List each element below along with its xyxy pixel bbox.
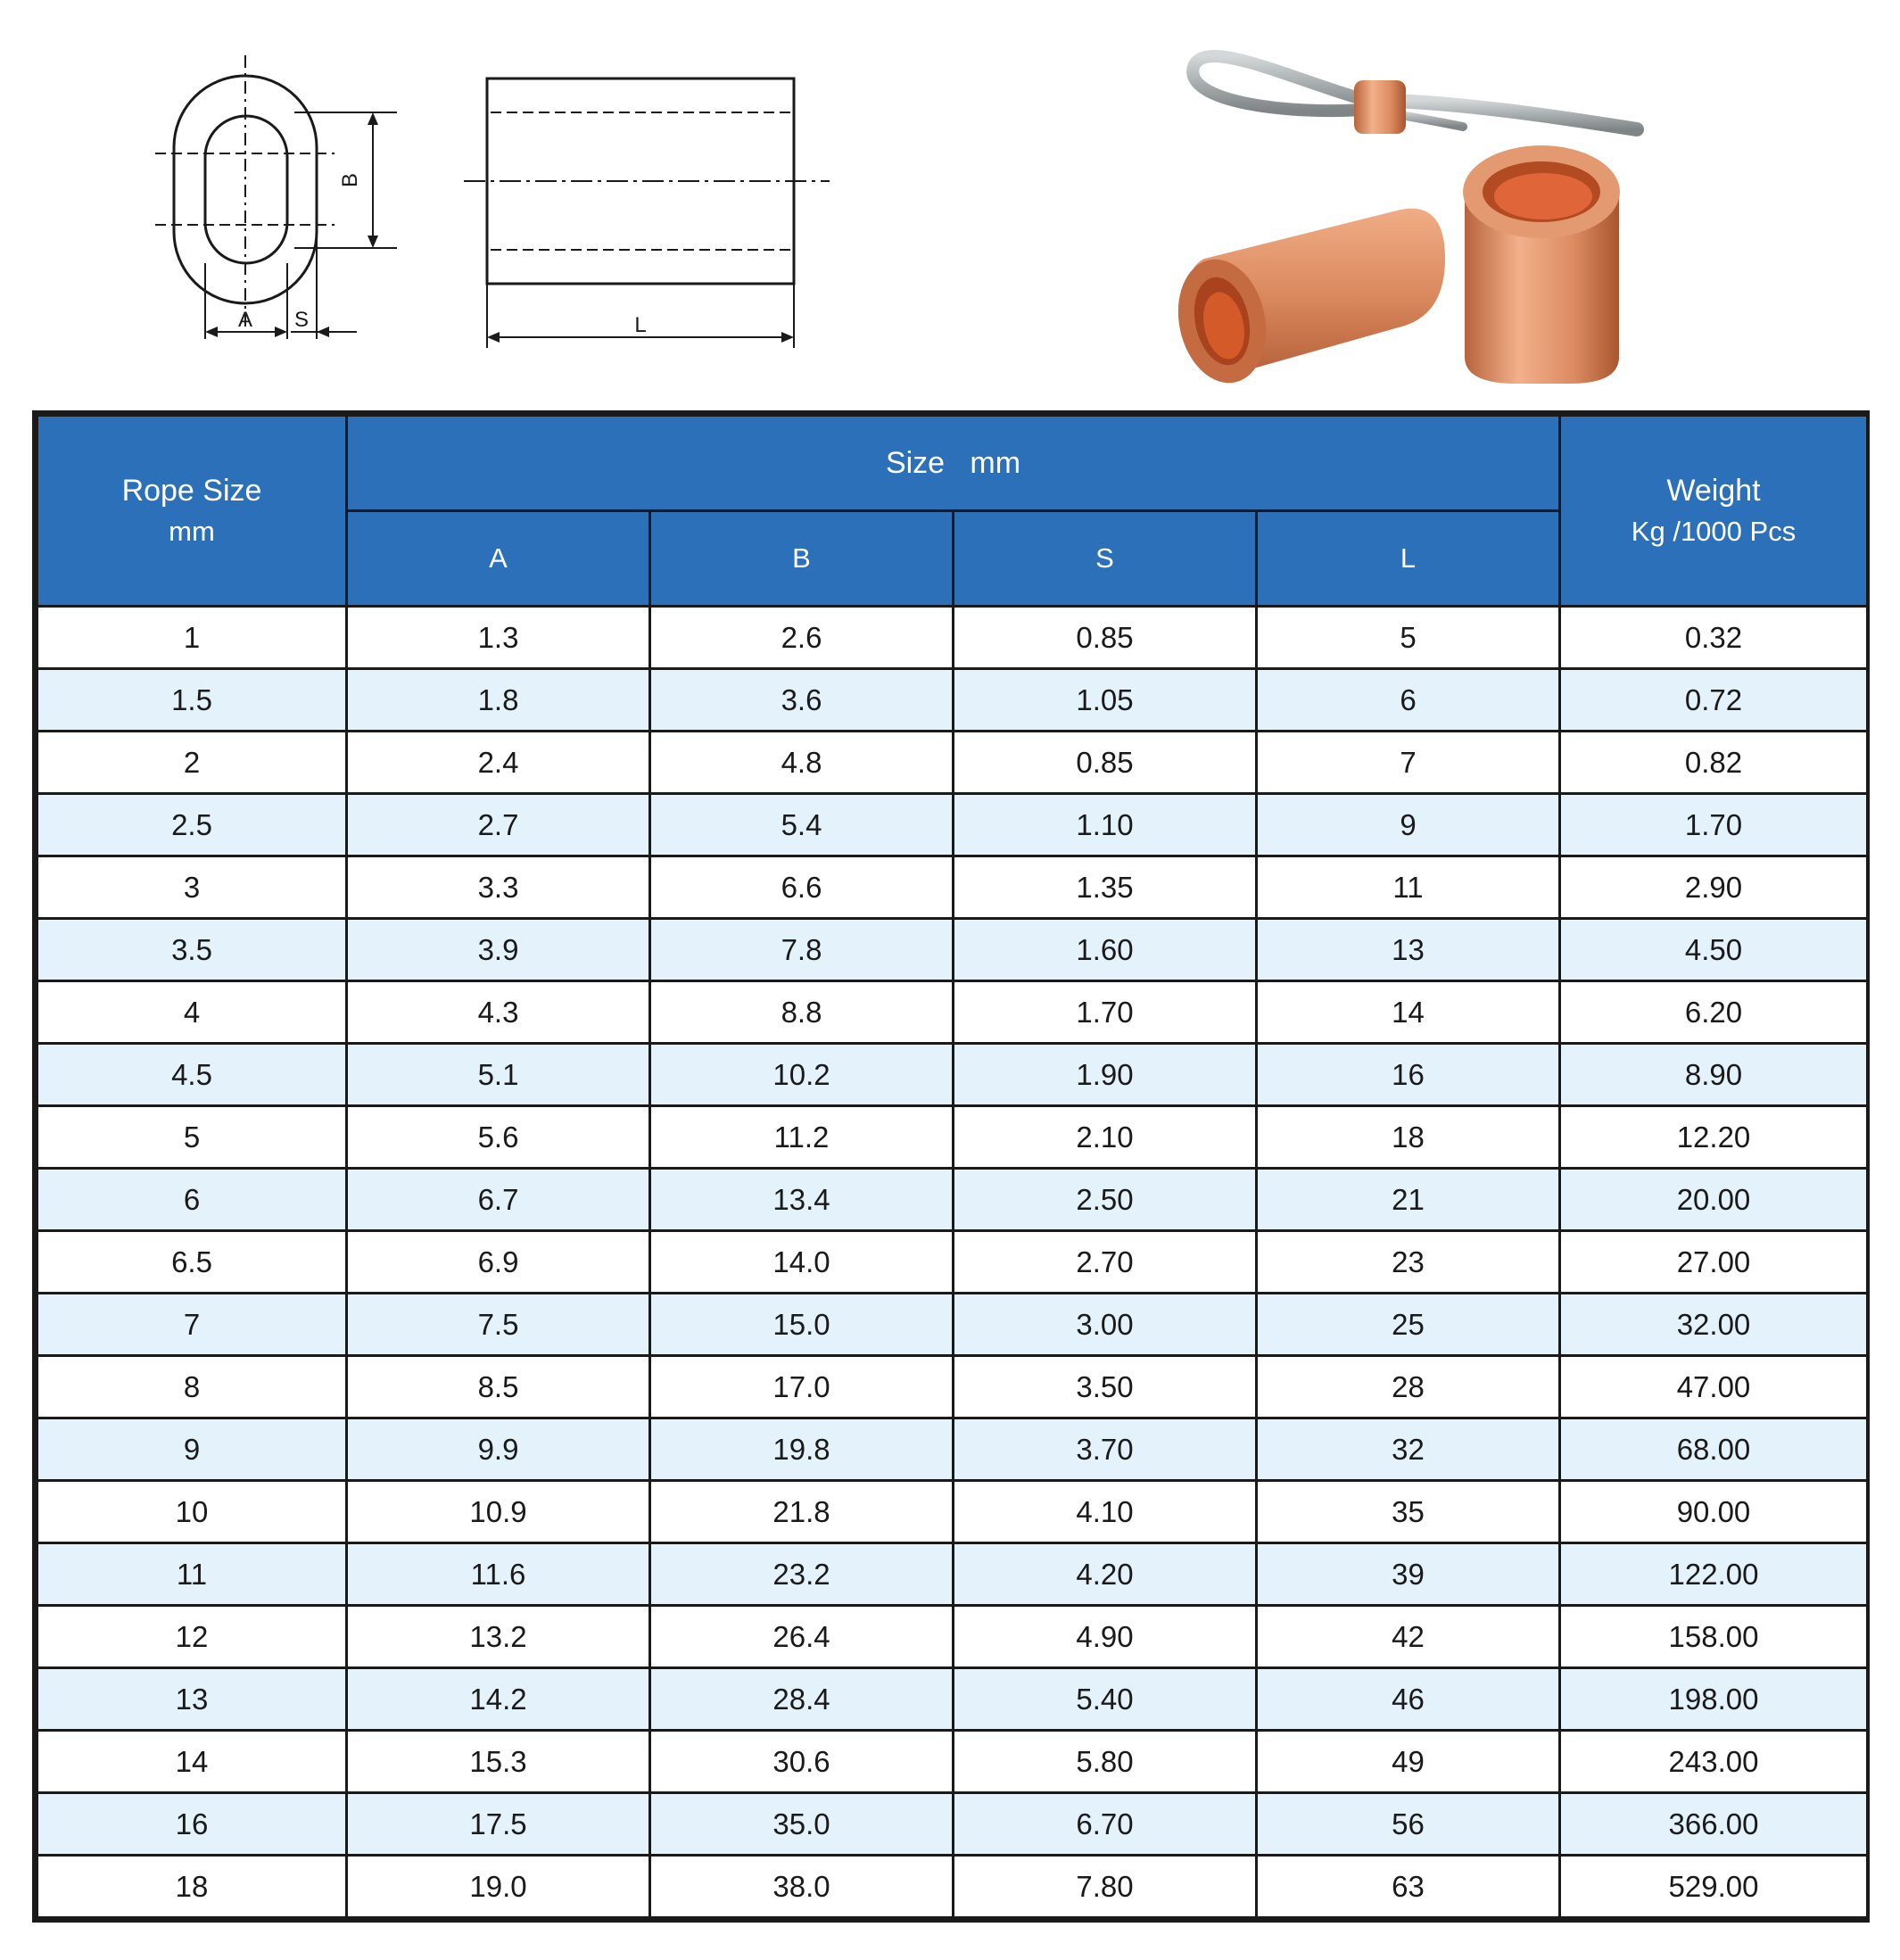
cell-s: 5.80 bbox=[954, 1731, 1257, 1793]
cell-rope-size: 9 bbox=[37, 1418, 347, 1481]
header-col-a: A bbox=[347, 511, 650, 607]
dimension-label-l: L bbox=[634, 313, 647, 337]
cell-weight: 20.00 bbox=[1560, 1169, 1868, 1231]
cell-b: 21.8 bbox=[650, 1481, 954, 1543]
cell-s: 2.10 bbox=[954, 1106, 1257, 1169]
cell-s: 7.80 bbox=[954, 1856, 1257, 1918]
table-row bbox=[37, 919, 1868, 981]
cell-rope-size: 1 bbox=[37, 607, 347, 669]
cell-a: 9.9 bbox=[347, 1418, 650, 1481]
cell-b: 15.0 bbox=[650, 1294, 954, 1356]
cell-rope-size: 7 bbox=[37, 1294, 347, 1356]
cell-b: 14.0 bbox=[650, 1231, 954, 1294]
cell-rope-size: 3.5 bbox=[37, 919, 347, 981]
cell-b: 6.6 bbox=[650, 856, 954, 919]
header-weight bbox=[1560, 416, 1868, 607]
cell-l: 23 bbox=[1257, 1231, 1560, 1294]
cell-weight: 12.20 bbox=[1560, 1106, 1868, 1169]
header-weight-label: Weight bbox=[1666, 474, 1761, 508]
header-rope-size-label: Rope Size bbox=[121, 474, 262, 508]
cell-b: 19.8 bbox=[650, 1418, 954, 1481]
cell-s: 3.70 bbox=[954, 1418, 1257, 1481]
cell-weight: 366.00 bbox=[1560, 1793, 1868, 1856]
cell-l: 11 bbox=[1257, 856, 1560, 919]
cell-l: 46 bbox=[1257, 1668, 1560, 1731]
table-row bbox=[37, 1606, 1868, 1668]
table-row bbox=[37, 1169, 1868, 1231]
copper-ferrule-product-image bbox=[1151, 18, 1668, 393]
cell-a: 13.2 bbox=[347, 1606, 650, 1668]
dimension-label-s: S bbox=[293, 308, 310, 332]
cell-s: 4.20 bbox=[954, 1543, 1257, 1606]
table-row bbox=[37, 1481, 1868, 1543]
table-row bbox=[37, 794, 1868, 856]
cell-a: 7.5 bbox=[347, 1294, 650, 1356]
cell-l: 18 bbox=[1257, 1106, 1560, 1169]
cell-b: 4.8 bbox=[650, 732, 954, 794]
cell-rope-size: 6 bbox=[37, 1169, 347, 1231]
cell-s: 4.90 bbox=[954, 1606, 1257, 1668]
cell-a: 2.4 bbox=[347, 732, 650, 794]
table-row bbox=[37, 856, 1868, 919]
cell-l: 35 bbox=[1257, 1481, 1560, 1543]
cell-l: 39 bbox=[1257, 1543, 1560, 1606]
table-row bbox=[37, 607, 1868, 669]
cell-s: 3.00 bbox=[954, 1294, 1257, 1356]
cell-a: 3.3 bbox=[347, 856, 650, 919]
cell-weight: 122.00 bbox=[1560, 1543, 1868, 1606]
cell-rope-size: 10 bbox=[37, 1481, 347, 1543]
specification-table bbox=[36, 414, 1869, 1919]
cell-rope-size: 2.5 bbox=[37, 794, 347, 856]
table-row bbox=[37, 1668, 1868, 1731]
cell-rope-size: 4.5 bbox=[37, 1044, 347, 1106]
cell-s: 0.85 bbox=[954, 732, 1257, 794]
cell-weight: 2.90 bbox=[1560, 856, 1868, 919]
cell-a: 1.8 bbox=[347, 669, 650, 732]
cell-b: 26.4 bbox=[650, 1606, 954, 1668]
cell-l: 63 bbox=[1257, 1856, 1560, 1918]
header-col-b: B bbox=[650, 511, 954, 607]
cell-a: 17.5 bbox=[347, 1793, 650, 1856]
cell-b: 5.4 bbox=[650, 794, 954, 856]
cell-b: 3.6 bbox=[650, 669, 954, 732]
cell-s: 1.10 bbox=[954, 794, 1257, 856]
table-row bbox=[37, 1418, 1868, 1481]
cell-weight: 27.00 bbox=[1560, 1231, 1868, 1294]
cell-a: 14.2 bbox=[347, 1668, 650, 1731]
cell-s: 1.05 bbox=[954, 669, 1257, 732]
cell-l: 6 bbox=[1257, 669, 1560, 732]
cell-weight: 68.00 bbox=[1560, 1418, 1868, 1481]
dimension-label-b: B bbox=[338, 172, 362, 188]
table-row bbox=[37, 1294, 1868, 1356]
cell-b: 11.2 bbox=[650, 1106, 954, 1169]
table-row bbox=[37, 1856, 1868, 1918]
cell-weight: 0.32 bbox=[1560, 607, 1868, 669]
dimension-label-a: A bbox=[237, 308, 253, 332]
cell-s: 2.70 bbox=[954, 1231, 1257, 1294]
cell-b: 17.0 bbox=[650, 1356, 954, 1418]
cell-b: 2.6 bbox=[650, 607, 954, 669]
cell-weight: 158.00 bbox=[1560, 1606, 1868, 1668]
cell-weight: 0.82 bbox=[1560, 732, 1868, 794]
cell-b: 28.4 bbox=[650, 1668, 954, 1731]
cell-s: 2.50 bbox=[954, 1169, 1257, 1231]
cell-weight: 529.00 bbox=[1560, 1856, 1868, 1918]
cell-s: 6.70 bbox=[954, 1793, 1257, 1856]
table-row bbox=[37, 1793, 1868, 1856]
specification-table-container bbox=[32, 410, 1870, 1923]
cell-l: 25 bbox=[1257, 1294, 1560, 1356]
table-row bbox=[37, 1543, 1868, 1606]
cell-b: 10.2 bbox=[650, 1044, 954, 1106]
header-rope-size-unit: mm bbox=[169, 516, 215, 547]
cell-weight: 6.20 bbox=[1560, 981, 1868, 1044]
cell-s: 1.70 bbox=[954, 981, 1257, 1044]
cell-a: 11.6 bbox=[347, 1543, 650, 1606]
cell-b: 23.2 bbox=[650, 1543, 954, 1606]
cell-s: 3.50 bbox=[954, 1356, 1257, 1418]
cell-l: 5 bbox=[1257, 607, 1560, 669]
cell-l: 49 bbox=[1257, 1731, 1560, 1793]
top-illustrations bbox=[0, 0, 1900, 410]
header-size: Size mm bbox=[347, 416, 1560, 511]
cell-a: 4.3 bbox=[347, 981, 650, 1044]
cell-s: 1.90 bbox=[954, 1044, 1257, 1106]
cell-a: 19.0 bbox=[347, 1856, 650, 1918]
cell-rope-size: 1.5 bbox=[37, 669, 347, 732]
cell-b: 35.0 bbox=[650, 1793, 954, 1856]
table-row bbox=[37, 732, 1868, 794]
cell-a: 6.9 bbox=[347, 1231, 650, 1294]
cell-rope-size: 18 bbox=[37, 1856, 347, 1918]
ferrule-side-view-diagram bbox=[455, 62, 838, 357]
cell-s: 5.40 bbox=[954, 1668, 1257, 1731]
cell-rope-size: 12 bbox=[37, 1606, 347, 1668]
cell-l: 16 bbox=[1257, 1044, 1560, 1106]
cell-b: 8.8 bbox=[650, 981, 954, 1044]
cell-a: 1.3 bbox=[347, 607, 650, 669]
header-rope-size bbox=[37, 416, 347, 607]
cell-weight: 243.00 bbox=[1560, 1731, 1868, 1793]
cell-l: 14 bbox=[1257, 981, 1560, 1044]
cell-rope-size: 3 bbox=[37, 856, 347, 919]
ferrule-front-view-diagram bbox=[143, 45, 410, 357]
cell-rope-size: 2 bbox=[37, 732, 347, 794]
cell-a: 3.9 bbox=[347, 919, 650, 981]
cell-s: 0.85 bbox=[954, 607, 1257, 669]
cell-weight: 4.50 bbox=[1560, 919, 1868, 981]
cell-l: 32 bbox=[1257, 1418, 1560, 1481]
cell-weight: 198.00 bbox=[1560, 1668, 1868, 1731]
table-row bbox=[37, 669, 1868, 732]
table-row bbox=[37, 1356, 1868, 1418]
cell-rope-size: 11 bbox=[37, 1543, 347, 1606]
cell-l: 21 bbox=[1257, 1169, 1560, 1231]
cell-s: 4.10 bbox=[954, 1481, 1257, 1543]
cell-weight: 47.00 bbox=[1560, 1356, 1868, 1418]
cell-weight: 8.90 bbox=[1560, 1044, 1868, 1106]
cell-weight: 90.00 bbox=[1560, 1481, 1868, 1543]
cell-a: 8.5 bbox=[347, 1356, 650, 1418]
cell-l: 7 bbox=[1257, 732, 1560, 794]
cell-rope-size: 14 bbox=[37, 1731, 347, 1793]
header-col-s: S bbox=[954, 511, 1257, 607]
table-row bbox=[37, 981, 1868, 1044]
cell-rope-size: 13 bbox=[37, 1668, 347, 1731]
cell-rope-size: 4 bbox=[37, 981, 347, 1044]
cell-l: 13 bbox=[1257, 919, 1560, 981]
cell-weight: 32.00 bbox=[1560, 1294, 1868, 1356]
cell-rope-size: 16 bbox=[37, 1793, 347, 1856]
cell-l: 28 bbox=[1257, 1356, 1560, 1418]
table-row bbox=[37, 1231, 1868, 1294]
cell-b: 13.4 bbox=[650, 1169, 954, 1231]
cell-b: 7.8 bbox=[650, 919, 954, 981]
table-body bbox=[37, 607, 1868, 1918]
cell-b: 30.6 bbox=[650, 1731, 954, 1793]
cell-rope-size: 6.5 bbox=[37, 1231, 347, 1294]
cell-a: 5.6 bbox=[347, 1106, 650, 1169]
cell-rope-size: 5 bbox=[37, 1106, 347, 1169]
cell-a: 5.1 bbox=[347, 1044, 650, 1106]
header-col-l: L bbox=[1257, 511, 1560, 607]
cell-l: 42 bbox=[1257, 1606, 1560, 1668]
cell-s: 1.60 bbox=[954, 919, 1257, 981]
table-row bbox=[37, 1106, 1868, 1169]
table-row bbox=[37, 1044, 1868, 1106]
header-weight-unit: Kg /1000 Pcs bbox=[1631, 516, 1797, 547]
cell-a: 6.7 bbox=[347, 1169, 650, 1231]
cell-a: 15.3 bbox=[347, 1731, 650, 1793]
cell-rope-size: 8 bbox=[37, 1356, 347, 1418]
cell-l: 9 bbox=[1257, 794, 1560, 856]
cell-s: 1.35 bbox=[954, 856, 1257, 919]
cell-a: 2.7 bbox=[347, 794, 650, 856]
cell-weight: 1.70 bbox=[1560, 794, 1868, 856]
cell-a: 10.9 bbox=[347, 1481, 650, 1543]
table-row bbox=[37, 1731, 1868, 1793]
cell-b: 38.0 bbox=[650, 1856, 954, 1918]
cell-l: 56 bbox=[1257, 1793, 1560, 1856]
cell-weight: 0.72 bbox=[1560, 669, 1868, 732]
